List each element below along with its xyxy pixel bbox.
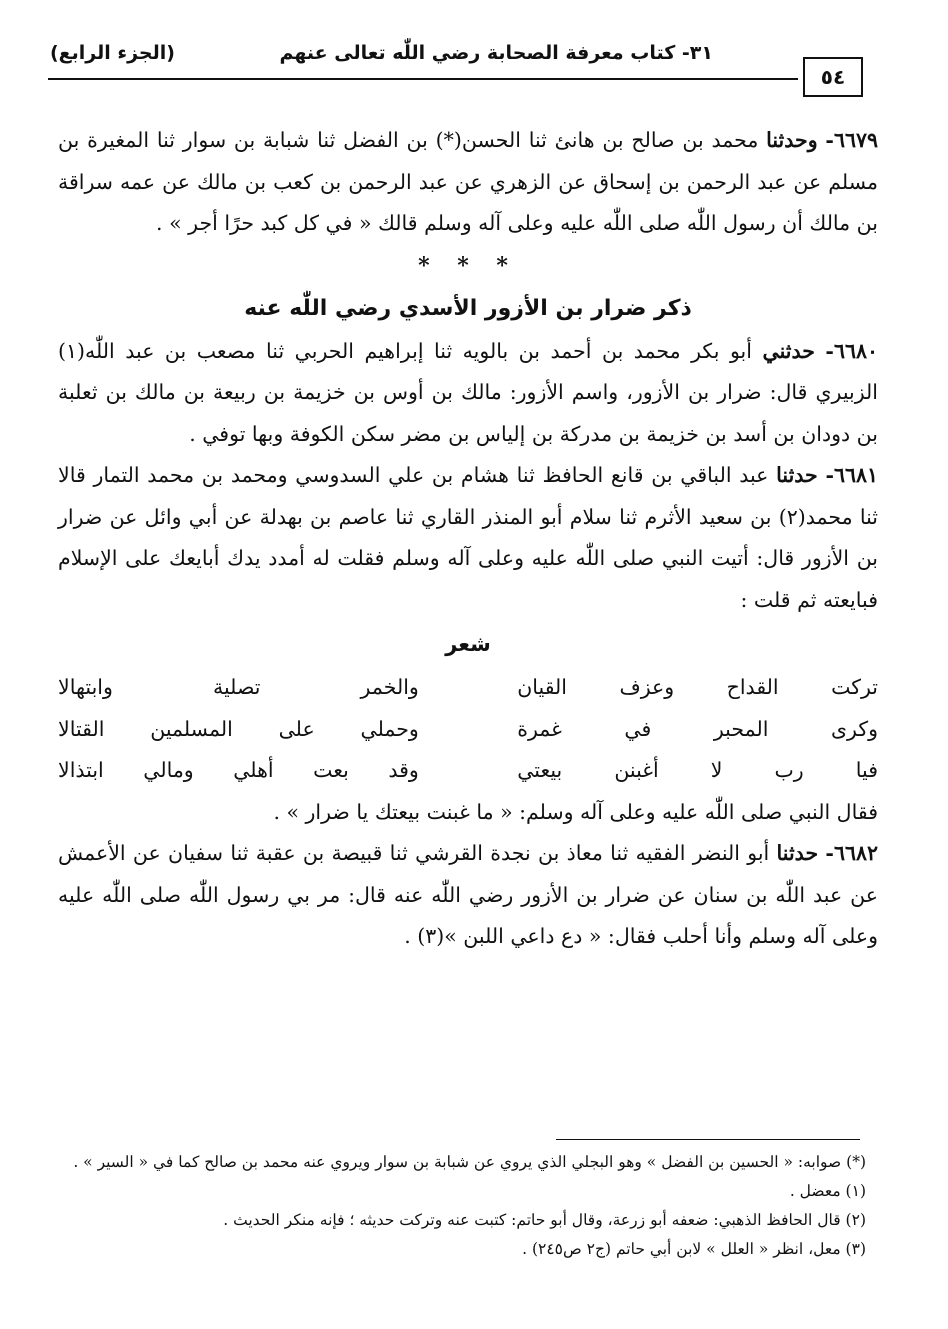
poem-verse [58, 750, 878, 792]
footnote-rule [556, 1139, 860, 1140]
footnote: (٣) معل، انظر « العلل » لابن أبي حاتم (ج٢ ص٢٤٥) . [522, 1240, 866, 1258]
section-heading: ذكر ضرار بن الأزور الأسدي رضي اللّٰه عنه [244, 295, 692, 321]
hadith-6680 [58, 331, 878, 456]
hadith-text: أبو النضر الفقيه ثنا معاذ بن نجدة القرشي ثنا قبيصة بن عقبة ثنا سفيان عن الأعمش عن عبد اللّٰه بن سنان عن ضرار بن الأزور رضي اللّٰه عنه قال: مر بي رسول اللّٰه صلى اللّٰه عليه وعلى آله وسلم وأنا أحلب فقال: « دع داعي اللبن »(٣) . [58, 841, 878, 948]
verse-first-half: وكرى المحبر في غمرة [517, 716, 878, 741]
header-title: ٣١- كتاب معرفة الصحابة رضي اللّٰه تعالى عنهم [279, 42, 713, 64]
hadith-6679 [58, 120, 878, 245]
verse-second-half: وقد بعت أهلي ومالي ابتذالا [58, 758, 419, 782]
poem-title: شعر [445, 632, 491, 656]
hadith-lead: حدثنا [776, 463, 818, 487]
footnote: (٢) قال الحافظ الذهبي: ضعفه أبو زرعة، وقال أبو حاتم: كتبت عنه وتركت حديثه ؛ فإنه منكر الحديث . [223, 1211, 866, 1229]
poem-verse [58, 709, 878, 751]
hadith-text: عبد الباقي بن قانع الحافظ ثنا هشام بن علي السدوسي ومحمد بن محمد التمار قالا ثنا محمد(٢) بن سعيد الأثرم ثنا سلام أبو المنذر القاري ثنا عاصم بن بهدلة عن أبي وائل عن ضرار بن الأزور قال: أتيت النبي صلى اللّٰه عليه وعلى آله وسلم فقلت له أمدد يدك أبايعك على الإسلام فبايعته ثم قلت : [58, 463, 879, 612]
hadith-text: أبو بكر محمد بن أحمد بن بالويه ثنا إبراهيم الحربي ثنا مصعب بن عبد اللّٰه(١) الزبيري قال: ضرار بن الأزور، واسم الأزور: مالك بن أوس بن خزيمة بن ربيعة بن مالك بن ثعلبة بن دودان بن أسد بن خزيمة بن مدركة بن إلياس بن مضر سكن الكوفة وبها توفي . [58, 338, 878, 446]
section-separator: * * * [418, 252, 518, 279]
header-part: (الجزء الرابع) [50, 42, 175, 64]
poem-verse [58, 667, 878, 709]
page-number: ٥٤ [803, 57, 863, 97]
hadith-6681 [58, 455, 878, 621]
running-header [40, 38, 908, 78]
hadith-number: ٦٦٨٢- [825, 841, 878, 865]
verse-first-half: تركت القداح وعزف القيان [517, 675, 878, 699]
hadith-number: ٦٦٨١- [825, 463, 878, 487]
hadith-6682 [58, 833, 878, 958]
hadith-lead: حدثني [762, 338, 815, 363]
verse-second-half: وحملي على المسلمين القتالا [58, 716, 419, 741]
footnote: (*) صوابه: « الحسين بن الفضل » وهو البجلي الذي يروي عن شبابة بن سوار ويروي عنه محمد بن صالح كما في « السير » . (١) معضل . [73, 1153, 866, 1200]
hadith-lead: وحدثنا [766, 128, 818, 152]
hadith-number: ٦٦٧٩- [825, 128, 878, 152]
hadith-text: محمد بن صالح بن هانئ ثنا الحسن(*) بن الفضل ثنا شبابة بن سوار ثنا المغيرة بن مسلم عن عبد الرحمن بن إسحاق عن الزهري عن عبد الرحمن بن كعب بن مالك عن عمه سراقة بن مالك أن رسول اللّٰه صلى اللّٰه عليه وعلى آله وسلم قالك « في كل كبد حرًا أجر » . [58, 128, 878, 235]
hadith-lead: حدثنا [776, 841, 819, 865]
main-text [58, 120, 878, 958]
verse-second-half: والخمر تصلية وابتهالا [58, 675, 419, 699]
header-rule [48, 78, 798, 80]
footnotes [58, 1148, 866, 1264]
hadith-number: ٦٦٨٠- [825, 338, 878, 363]
verse-first-half: فيا رب لا أغبنن بيعتي [517, 758, 878, 782]
post-poem-text: فقال النبي صلى اللّٰه عليه وعلى آله وسلم: « ما غبنت بيعتك يا ضرار » . [273, 799, 878, 824]
poem [58, 667, 878, 792]
